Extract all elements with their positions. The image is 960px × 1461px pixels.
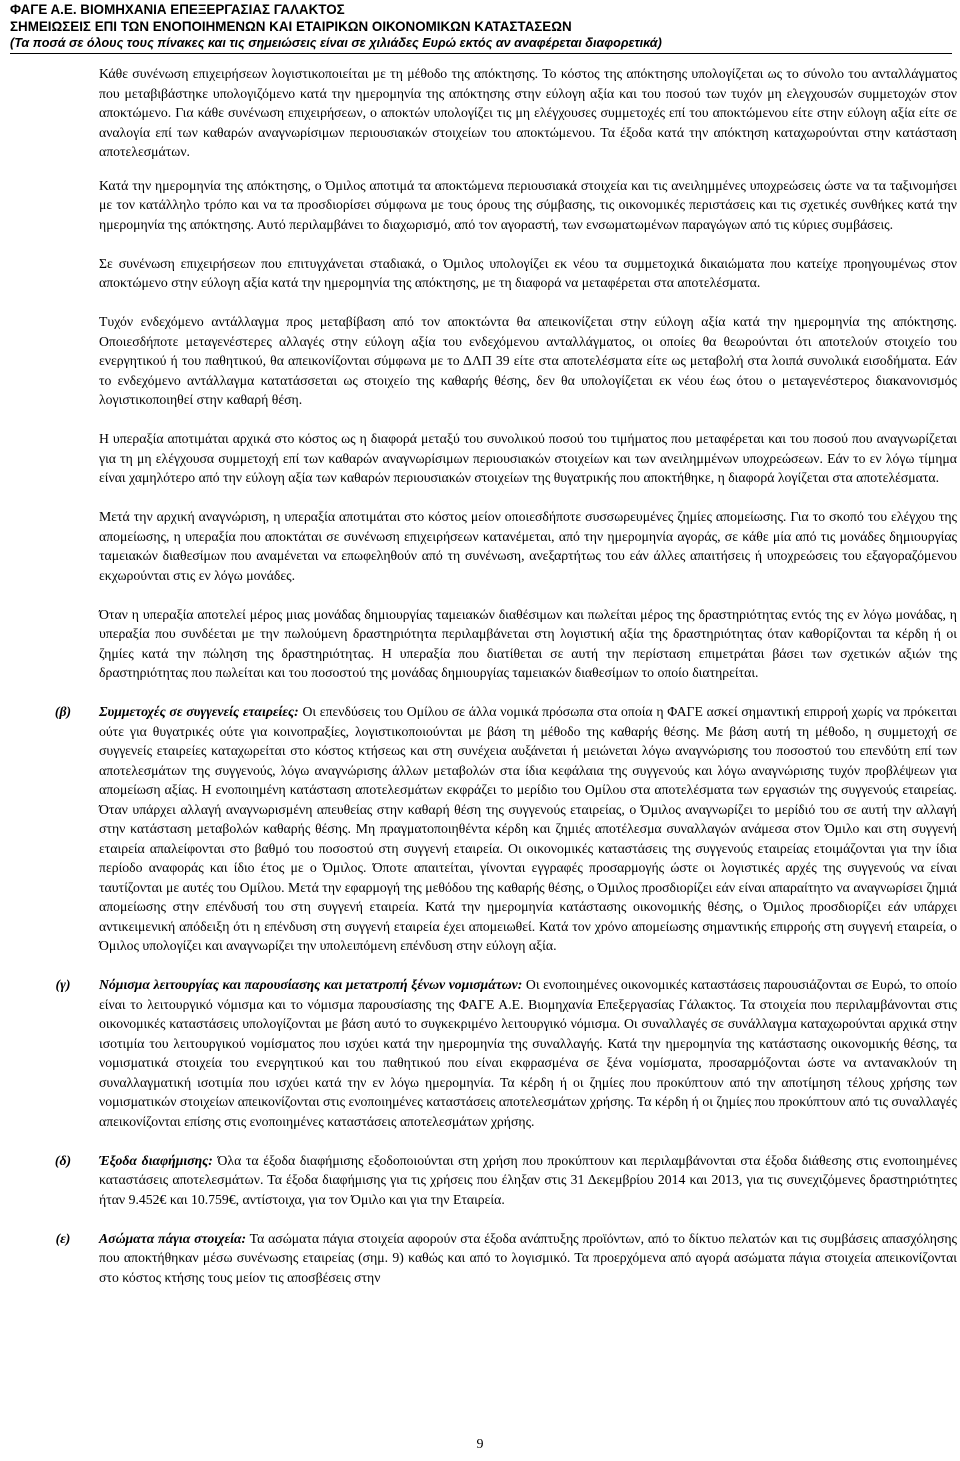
header-divider	[10, 53, 952, 54]
paragraph: Σε συνένωση επιχειρήσεων που επιτυγχάνεται σταδιακά, ο Όμιλος υπολογίζει εκ νέου τα συμμετοχικά δικαιώματα που κατείχε προηγουμένως στον αποκτώμενο στην εύλογη αξία κατά την ημερομηνία της απόκτησης, με τη διαφορά να μεταφέρεται στα αποτελέσματα.	[99, 255, 957, 290]
item-number: (γ)	[55, 977, 71, 992]
paragraph: Κάθε συνένωση επιχειρήσεων λογιστικοποιείται με τη μέθοδο της απόκτησης. Το κόστος της απόκτησης υπολογίζεται ως το σύνολο του ανταλλάγματος που μεταβιβάστηκε υπολογιζόμενο κατά την ημερομηνία της απόκτησης στην εύλογη αξία και του ποσού των τυχόν μη ελεγχουσών συμμετοχών στον αποκτώμενο. Για κάθε συνένωση επιχειρήσεων, ο αποκτών υπολογίζει τις μη ελέγχουσες συμμετοχές επί του αποκτώμενου είτε στην εύλογη αξία είτε σε αναλογία επί των καθαρών αναγνωρίσιμων περιουσιακών στοιχείων του αποκτώμενου. Τα έξοδα κατά την απόκτηση καταχωρούνται στην κατάσταση αποτελεσμάτων.	[99, 66, 957, 159]
item-heading: Ασώματα πάγια στοιχεία:	[99, 1230, 247, 1246]
document-body	[54, 64, 958, 1307]
paragraph: Η υπεραξία αποτιμάται αρχικά στο κόστος ως η διαφορά μεταξύ του συνολικού ποσού του τιμήματος που μεταφέρεται και του ποσού που αναγνωρίζεται για τη μη ελέγχουσα συμμετοχή επί των καθαρών αναγνωρίσιμων περιουσιακών στοιχείων και των ανειλημμένων υποχρεώσεων. Εάν το εν λόγω τίμημα είναι χαμηλότερο από την εύλογη αξία των καθαρών περιουσιακών στοιχείων της θυγατρικής που αποκτήθηκε, η διαφορά λογίζεται στα αποτελέσματα.	[99, 431, 957, 485]
page-number: 9	[476, 1437, 484, 1452]
item-number: (β)	[54, 704, 72, 719]
item-body: Τα ασώματα πάγια στοιχεία αφορούν στα έξοδα ανάπτυξης προϊόντων, από το δίκτυο πελατών και τις συμβάσεις απασχόλησης που αποκτήθηκαν μέσω συνένωσης εταιρείας (σημ. 9) καθώς και από το λογισμικό. Τα προερχόμενα από αγορά ασώματα πάγια στοιχεία απεικονίζονται στο κόστος κτήσης τους μείον τις αποσβέσεις στην	[99, 1230, 958, 1285]
item-body: Όλα τα έξοδα διαφήμισης εξοδοποιούνται στη χρήση που προκύπτουν και περιλαμβάνονται στα έξοδα διάθεσης στις ενοποιημένες καταστάσεις αποτελεσμάτων. Τα έξοδα διαφήμισης για τις χρήσεις που έληξαν στις 31 Δεκεμβρίου 2014 και 2013, για τις συνεχιζόμενες δραστηριότητες ήταν 9.452€ και 10.759€, αντίστοιχα, για τον Όμιλο και για την Εταιρεία.	[99, 1152, 957, 1207]
paragraph: Τυχόν ενδεχόμενο αντάλλαγμα προς μεταβίβαση από τον αποκτώντα θα απεικονίζεται στην εύλογη αξία κατά την ημερομηνία της απόκτησης. Οποιεσδήποτε μεταγενέστερες αλλαγές στην εύλογη αξία του ενδεχόμενου ανταλλάγματος, οι οποίες θα θεωρούνται ότι αποτελούν στοιχείο του ενεργητικού ή του παθητικού, θα απεικονίζονται σύμφωνα με το ΔΛΠ 39 είτε στα αποτελέσματα είτε ως μεταβολή στα λοιπά συνολικά εισοδήματα. Εάν το ενδεχόμενο αντάλλαγμα κατατάσσεται ως στοιχείο της καθαρής θέσης, δεν θα υπολογίζεται εκ νέου έως ότου ο μεταγενέστερος διακανονισμός λογιστικοποιηθεί στην καθαρή θέση.	[99, 314, 957, 407]
section-item-advertising	[54, 1151, 957, 1210]
item-number: (δ)	[54, 1152, 72, 1168]
item-heading: Έξοδα διαφήμισης:	[99, 1152, 213, 1168]
amounts-note: (Τα ποσά σε όλους τους πίνακες και τις σημειώσεις είναι σε χιλιάδες Ευρώ εκτός αν αναφέρεται διαφορετικά)	[10, 36, 662, 50]
section-item-currency	[55, 975, 957, 1131]
paragraph: Μετά την αρχική αναγνώριση, η υπεραξία αποτιμάται στο κόστος μείον οποιεσδήποτε συσσωρευμένες ζημίες απομείωσης. Για το σκοπό του ελέγχου της απομείωσης, η υπεραξία που αποκτάται σε συνένωση επιχειρήσεων κατανέμεται, από την ημερομηνία αγοράς, σε κάθε μία από τις μονάδες δημιουργίας ταμειακών διαθεσίμων που αναμένεται να επωφεληθούν από τη συνένωση, ανεξαρτήτως του εάν άλλες απαιτήσεις ή υποχρεώσεις του εξαγοραζόμενου εκχωρούνται στις εν λόγω μονάδες.	[99, 509, 957, 583]
paragraph: Όταν η υπεραξία αποτελεί μέρος μιας μονάδας δημιουργίας ταμειακών διαθέσιμων και πωλείται μέρος της δραστηριότητας εντός της εν λόγω μονάδας, η υπεραξία που συνδέεται με την πωλούμενη δραστηριότητα περιλαμβάνεται στη λογιστική αξία της δραστηριότητας όταν καθορίζονται τα κέρδη ή οι ζημίες κατά την πώληση της δραστηριότητας. Η υπεραξία που διατίθεται σε αυτή την περίσταση επιμετράται βάσει των σχετικών αξιών της δραστηριότητας που πωλείται και του ποσοστού της μονάδας δημιουργίας ταμειακών διαθεσίμων το οποίο διατηρείται.	[99, 606, 957, 680]
document-header	[10, 2, 950, 52]
section-item-intangibles	[55, 1229, 958, 1288]
company-title: ΦΑΓΕ Α.Ε. ΒΙΟΜΗΧΑΝΙΑ ΕΠΕΞΕΡΓΑΣΙΑΣ ΓΑΛΑΚΤΟΣ	[10, 2, 345, 17]
item-heading: Συμμετοχές σε συγγενείς εταιρείες:	[99, 704, 299, 719]
item-body: Οι ενοποιημένες οικονομικές καταστάσεις παρουσιάζονται σε Ευρώ, το οποίο είναι το λειτουργικό νόμισμα και το νόμισμα παρουσίασης της ΦΑΓΕ Α.Ε. Βιομηχανία Επεξεργασίας Γάλακτος. Τα στοιχεία που περιλαμβάνονται στις οικονομικές καταστάσεις υπολογίζονται με βάση αυτό το συγκεκριμένο λειτουργικό νόμισμα. Οι συναλλαγές σε συνάλλαγμα καταχωρούνται αρχικά στην ισοτιμία του λειτουργικού νομίσματος που ισχύει κατά την ημερομηνία της συναλλαγής. Κατά την ημερομηνία της κατάστασης οικονομικής θέσης, τα νομισματικά στοιχεία του ενεργητικού και του παθητικού που είναι εκφρασμένα σε ξένα νομίσματα, προσαρμόζονται ώστε να αντανακλούν τη συναλλαγματική ισοτιμία που ισχύει κατά την εν λόγω ημερομηνία. Τα κέρδη ή οι ζημίες που προκύπτουν από την αποτίμηση τέλους χρήσης των νομισματικών στοιχείων απεικονίζονται στις ενοποιημένες καταστάσεις αποτελεσμάτων χρήσης. Τα κέρδη ή οι ζημίες που προκύπτουν από τις συναλλαγές απεικονίζονται επίσης στις ενοποιημένες καταστάσεις αποτελεσμάτων χρήσης.	[99, 977, 957, 1129]
paragraph: Κατά την ημερομηνία της απόκτησης, ο Όμιλος αποτιμά τα αποκτώμενα περιουσιακά στοιχεία και τις ανειλημμένες υποχρεώσεις ώστε να τα ταξινομήσει με τον κατάλληλο τρόπο και να τα προσδιορίσει σύμφωνα με τους όρους της σύμβασης, τις οικονομικές περιστάσεις και τις σχετικές συνθήκες κατά την ημερομηνία της απόκτησης. Αυτό περιλαμβάνει το διαχωρισμό, από τον αγοραστή, των ενσωματωμένων παραγώγων από τις κύριες συμβάσεις.	[99, 177, 957, 232]
section-item-associates	[54, 702, 957, 956]
item-heading: Νόμισμα λειτουργίας και παρουσίασης και μετατροπή ξένων νομισμάτων:	[99, 977, 523, 992]
item-number: (ε)	[55, 1230, 71, 1246]
notes-title: ΣΗΜΕΙΩΣΕΙΣ ΕΠΙ ΤΩΝ ΕΝΟΠΟΙΗΜΕΝΩΝ ΚΑΙ ΕΤΑΙΡΙΚΩΝ ΟΙΚΟΝΟΜΙΚΩΝ ΚΑΤΑΣΤΑΣΕΩΝ	[10, 18, 572, 34]
item-body: Οι επενδύσεις του Ομίλου σε άλλα νομικά πρόσωπα στα οποία η ΦΑΓΕ ασκεί σημαντική επιρροή χωρίς να πρόκειται ούτε για θυγατρικές ούτε για κοινοπραξίες, λογιστικοποιούνται με βάση τη μέθοδο της καθαρής θέσης. Με βάση αυτή τη μέθοδο, η συμμετοχή σε συγγενείς εταιρείες καταχωρείται στο κόστος κτήσεως και στη συνέχεια αυξάνεται ή μειώνεται λόγω αναγνώρισης του ποσοστού του επενδύτη επί των αποτελεσμάτων της συγγενούς, λόγω αναγνώρισης άλλων μεταβολών στα ίδια κεφάλαια της συγγενούς και λόγω αναγνώρισης τυχόν προβλέψεων για απομείωση αξίας. Η ενοποιημένη κατάσταση αποτελεσμάτων εκφράζει το μερίδιο του Ομίλου στα αποτελέσματα των εργασιών της συγγενούς εταιρείας. Όταν υπάρχει αλλαγή αναγνωρισμένη απευθείας στην καθαρή θέση της συγγενούς εταιρείας, ο Όμιλος αναγνωρίζει το μερίδιό του σε αυτή την αλλαγή στην κατάσταση μεταβολών καθαρής θέσης. Μη πραγματοποιηθέντα κέρδη και ζημιές αποτέλεσμα συναλλαγών ανάμεσα στον Όμιλο και στη συγγενή εταιρεία απαλείφονται στο βαθμό του ποσοστού στη συγγενή εταιρεία. Οι οικονομικές καταστάσεις της συγγενούς εταιρείας ετοιμάζονται για την ίδια περίοδο αναφοράς και ίδιο έτος με ο Όμιλος. Όποτε απαιτείται, γίνονται εγγραφές προσαρμογής ώστε οι λογιστικές αρχές της συγγενούς να είναι ταυτίζονται με αυτές του Ομίλου. Μετά την εφαρμογή της μεθόδου της καθαρής θέσης, ο Όμιλος προσδιορίζει εάν είναι απαραίτητο να αναγνωρίσει ζημιά απομείωσης στην επένδυσή του στη συγγενή εταιρεία. Κατά την ημερομηνία κατάστασης οικονομικής θέσης, ο Όμιλος προσδιορίζει εάν υπάρχει αντικειμενική απόδειξη ότι η επένδυση στη συγγενή εταιρεία έχει απομειωθεί. Κατά τον χρόνο απομείωσης σημαντικής επιρροής στη συγγενή εταιρεία, ο Όμιλος υπολογίζει και αναγνωρίζει την υπολειπόμενη επένδυση στην εύλογη αξία.	[99, 704, 957, 953]
